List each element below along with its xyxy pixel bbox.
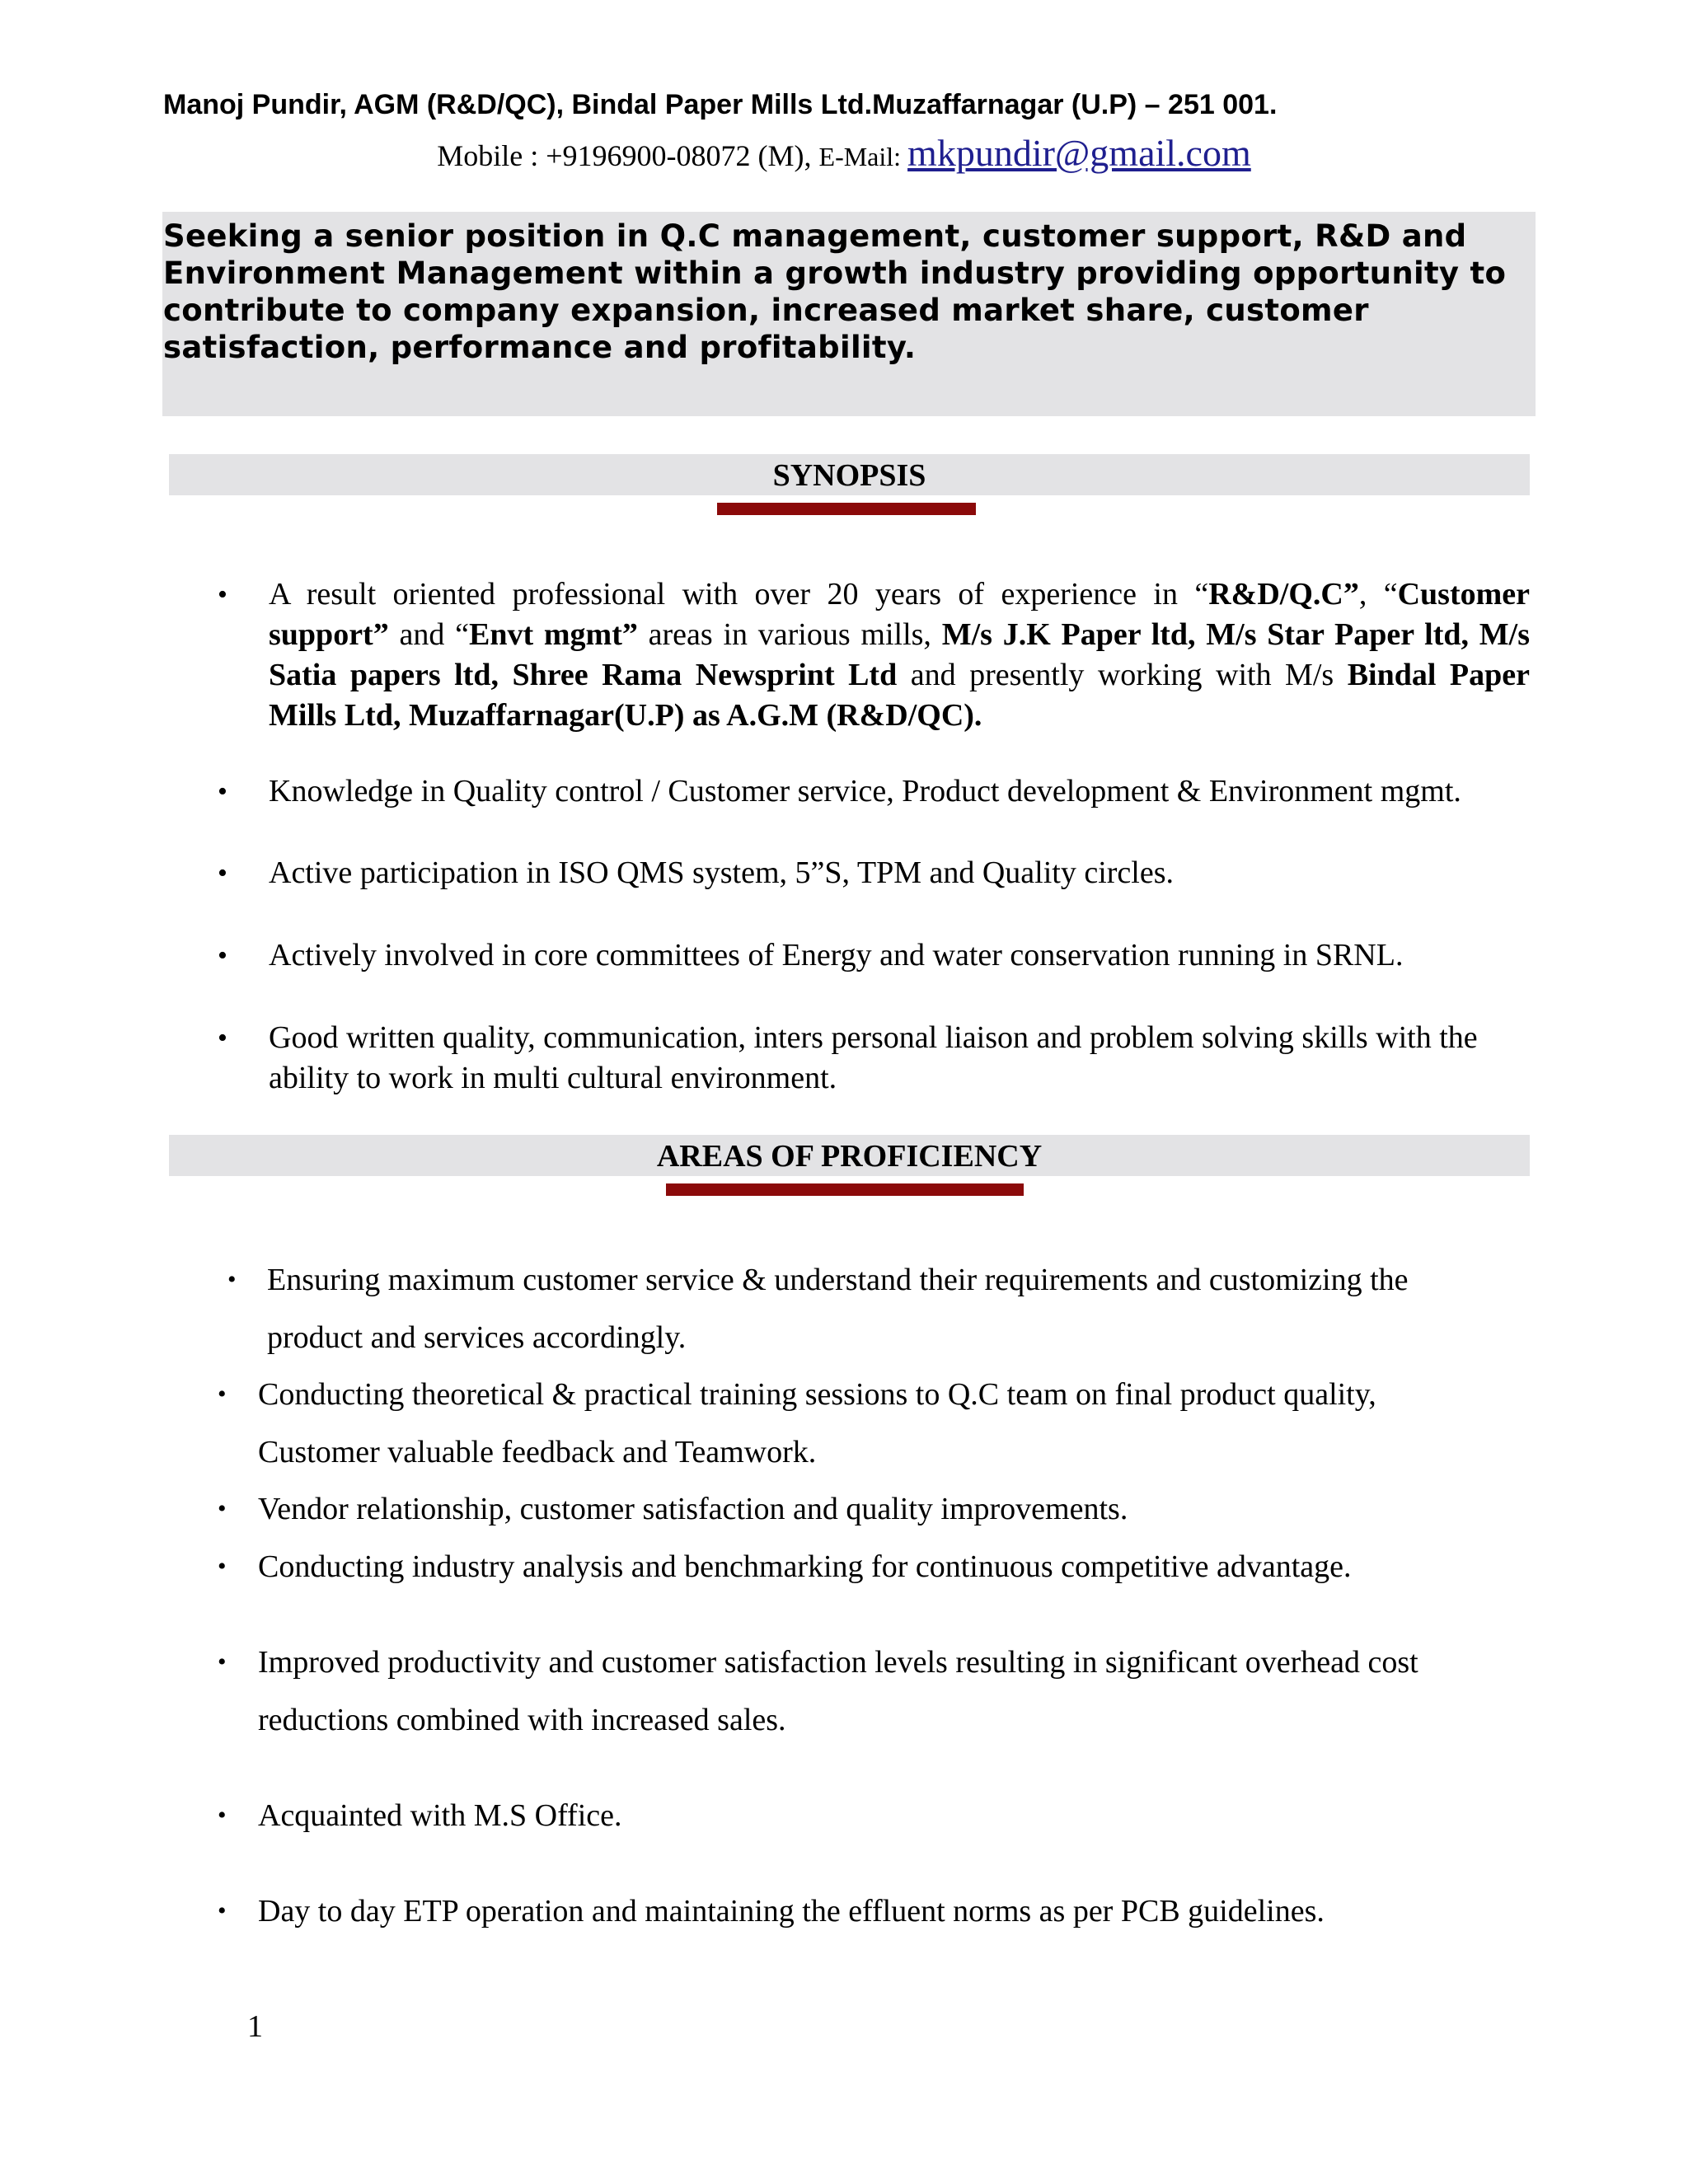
- proficiency-item: [218, 1882, 1619, 1940]
- mobile-number: Mobile : +9196900-08072 (M),: [437, 139, 819, 172]
- synopsis-item-text: Actively involved in core committees of Energy and water conservation running in SRNL.: [269, 938, 1404, 972]
- proficiency-title: AREAS OF PROFICIENCY: [656, 1139, 1043, 1174]
- proficiency-item: [218, 1633, 1619, 1749]
- proficiency-item: [218, 1480, 1619, 1538]
- bullet: •: [218, 1802, 227, 1829]
- synopsis-item: [218, 574, 1530, 739]
- synopsis-item: [218, 771, 1530, 813]
- bullet: •: [218, 1380, 227, 1408]
- proficiency-item-text: Improved productivity and customer satisfaction levels resulting in significant overhead cost reductions combined with increased sales.: [258, 1645, 1418, 1737]
- bullet: •: [218, 776, 227, 807]
- bullet: •: [218, 1495, 227, 1522]
- synopsis-underline: [717, 503, 976, 515]
- synopsis-item-text: Knowledge in Quality control / Customer service, Product development & Environment mgmt.: [269, 774, 1461, 808]
- email-link[interactable]: mkpundir@gmail.com: [907, 132, 1251, 174]
- proficiency-item-text: Day to day ETP operation and maintaining the effluent norms as per PCB guidelines.: [258, 1894, 1325, 1929]
- synopsis-title: SYNOPSIS: [772, 458, 926, 493]
- bullet: •: [218, 1897, 227, 1924]
- proficiency-item: [218, 1366, 1619, 1481]
- synopsis-item: [218, 1018, 1530, 1100]
- synopsis-item: [218, 853, 1530, 894]
- proficiency-item: [218, 1787, 1619, 1844]
- bullet: •: [218, 579, 227, 610]
- email-label: E-Mail:: [818, 142, 908, 171]
- proficiency-item-text: Acquainted with M.S Office.: [258, 1798, 622, 1833]
- proficiency-item: [218, 1538, 1619, 1596]
- synopsis-item-text: Good written quality, communication, inters personal liaison and problem solving skills with the ability to work in multi cultural environment.: [269, 1020, 1478, 1095]
- header-name-line: Manoj Pundir, AGM (R&D/QC), Bindal Paper Mills Ltd.Muzaffarnagar (U.P) – 251 001.: [163, 89, 1278, 120]
- proficiency-item-text: Conducting industry analysis and benchmarking for continuous competitive advantage.: [258, 1549, 1352, 1584]
- synopsis-item-text: A result oriented professional with over 20 years of experience in “R&D/Q.C”, “Customer support” and “Envt mgmt” areas in various mills, M/s J.K Paper ltd, M/s Star Paper ltd, M/s Satia papers ltd, Shree Rama Newsprint Ltd and presently working with M/s Bindal Paper Mills Ltd, Muzaffarnagar(U.P) as A.G.M (R&D/QC).: [269, 577, 1531, 733]
- proficiency-item-text: Vendor relationship, customer satisfaction and quality improvements.: [258, 1492, 1128, 1526]
- bullet: •: [218, 940, 227, 971]
- synopsis-item: [218, 935, 1530, 977]
- objective-text: Seeking a senior position in Q.C management, customer support, R&D and Environment Management within a growth industry providing opportunity to contribute to company expansion, increased market share, customer satisfaction, performance and profitability.: [163, 218, 1507, 365]
- bullet: •: [218, 1023, 227, 1053]
- bullet: •: [218, 1648, 227, 1675]
- proficiency-item-text: Conducting theoretical & practical training sessions to Q.C team on final product quality, Customer valuable feedback and Teamwork.: [258, 1377, 1376, 1469]
- page-number: 1: [247, 2009, 263, 2044]
- bullet: •: [218, 858, 227, 888]
- bullet: •: [218, 1553, 227, 1580]
- bullet: •: [227, 1266, 237, 1293]
- proficiency-item: [227, 1251, 1629, 1366]
- contact-line: [0, 129, 1688, 181]
- synopsis-item-text: Active participation in ISO QMS system, 5”S, TPM and Quality circles.: [269, 855, 1174, 890]
- proficiency-underline: [666, 1183, 1024, 1196]
- proficiency-item-text: Ensuring maximum customer service & understand their requirements and customizing the product and services accordingly.: [267, 1263, 1409, 1355]
